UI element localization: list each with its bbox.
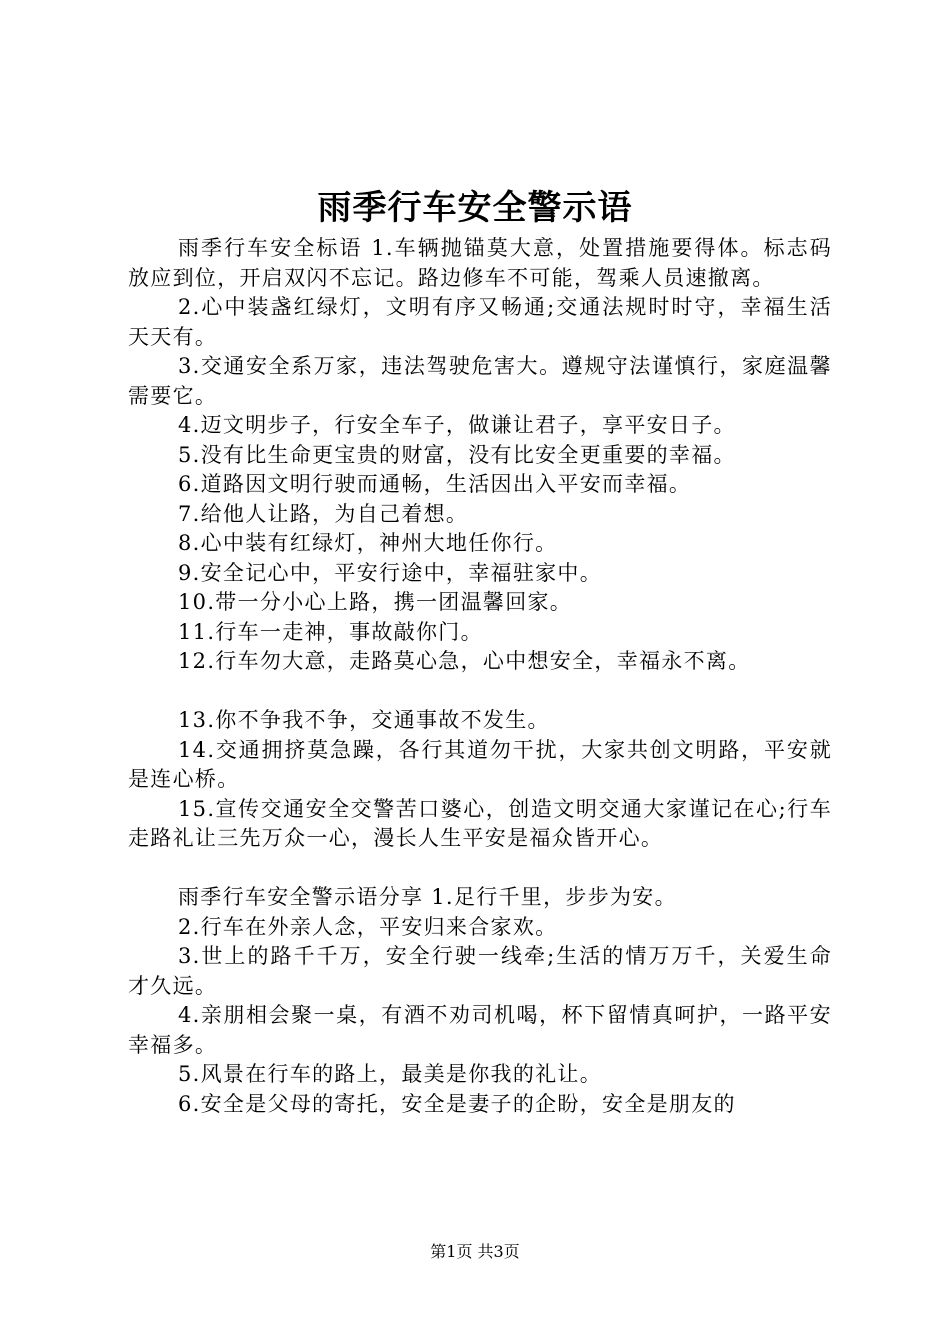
paragraph: 3.交通安全系万家，违法驾驶危害大。遵规守法谨慎行，家庭温馨需要它。	[128, 354, 832, 408]
paragraph: 2.心中装盏红绿灯，文明有序又畅通;交通法规时时守，幸福生活天天有。	[128, 295, 832, 349]
paragraph: 6.道路因文明行驶而通畅，生活因出入平安而幸福。	[178, 472, 692, 496]
paragraph: 7.给他人让路，为自己着想。	[178, 501, 469, 526]
paragraph: 4.迈文明步子，行安全车子，做谦让君子，享平安日子。	[178, 413, 736, 437]
paragraph-gap	[128, 854, 832, 884]
paragraph: 11.行车一走神，事故敲你门。	[178, 619, 483, 644]
paragraph: 15.宣传交通安全交警苦口婆心，创造文明交通大家谨记在心;行车走路礼让三先万众一心，漫长人生平安是福众皆开心。	[128, 796, 832, 850]
paragraph: 4.亲朋相会聚一桌，有酒不劝司机喝，杯下留情真呵护，一路平安幸福多。	[128, 1003, 832, 1057]
paragraph: 雨季行车安全标语 1.车辆抛锚莫大意，处置措施要得体。标志码放应到位，开启双闪不忘记。路边修车不可能，驾乘人员速撤离。	[128, 236, 832, 290]
paragraph-gap	[128, 677, 832, 707]
paragraph: 14.交通拥挤莫急躁，各行其道勿干扰，大家共创文明路，平安就是连心桥。	[128, 737, 832, 791]
paragraph: 5.没有比生命更宝贵的财富，没有比安全更重要的幸福。	[178, 442, 736, 467]
paragraph: 雨季行车安全警示语分享 1.足行千里，步步为安。	[178, 885, 677, 909]
document-body	[128, 234, 832, 1119]
paragraph: 13.你不争我不争，交通事故不发生。	[178, 708, 550, 732]
paragraph: 8.心中装有红绿灯，神州大地任你行。	[178, 531, 558, 555]
paragraph: 12.行车勿大意，走路莫心急，心中想安全，幸福永不离。	[178, 649, 751, 673]
paragraph: 9.安全记心中，平安行途中，幸福驻家中。	[178, 560, 603, 585]
paragraph: 6.安全是父母的寄托，安全是妻子的企盼，安全是朋友的	[178, 1091, 736, 1116]
paragraph: 3.世上的路千千万，安全行驶一线牵;生活的情万万千，关爱生命才久远。	[128, 944, 832, 998]
document-title: 雨季行车安全警示语	[317, 188, 633, 228]
page-footer: 第1页 共3页	[430, 1242, 520, 1261]
paragraph: 5.风景在行车的路上，最美是你我的礼让。	[178, 1062, 603, 1086]
paragraph: 2.行车在外亲人念，平安归来合家欢。	[178, 914, 558, 939]
paragraph: 10.带一分小心上路，携一团温馨回家。	[178, 590, 573, 614]
